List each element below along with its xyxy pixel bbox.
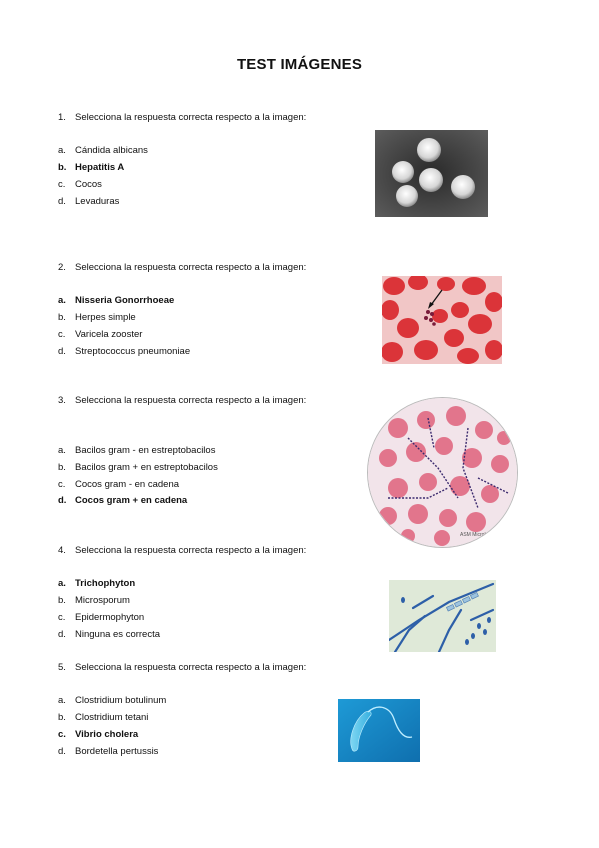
- question-1-prompt: 1. Selecciona la respuesta correcta respecto a la imagen:: [58, 112, 307, 123]
- q2-option-c[interactable]: c. Varicela zooster: [58, 329, 143, 340]
- q1-option-b[interactable]: b. Hepatitis A: [58, 162, 125, 173]
- q5-option-d[interactable]: d. Bordetella pertussis: [58, 746, 159, 757]
- q5-vibrio-illustration: [338, 699, 420, 762]
- q1-option-d[interactable]: d. Levaduras: [58, 196, 120, 207]
- q3-option-a[interactable]: a. Bacilos gram - en estreptobacilos: [58, 445, 216, 456]
- q2-option-a[interactable]: a. Nisseria Gonorrhoeae: [58, 295, 175, 306]
- page-title: TEST IMÁGENES: [236, 56, 363, 73]
- question-5-prompt: 5. Selecciona la respuesta correcta respecto a la imagen:: [58, 662, 307, 673]
- q3-image-watermark: ASM MicrobeLib: [460, 532, 497, 538]
- q4-fungus-micrograph: [389, 580, 496, 652]
- q1-virus-micrograph: [375, 130, 488, 217]
- question-3-prompt: 3. Selecciona la respuesta correcta respecto a la imagen:: [58, 395, 307, 406]
- q4-option-a[interactable]: a. Trichophyton: [58, 578, 136, 589]
- question-2-prompt: 2. Selecciona la respuesta correcta respecto a la imagen:: [58, 262, 307, 273]
- q3-option-d[interactable]: d. Cocos gram + en cadena: [58, 495, 188, 506]
- q4-option-d[interactable]: d. Ninguna es correcta: [58, 629, 161, 640]
- q5-option-c[interactable]: c. Vibrio cholera: [58, 729, 139, 740]
- q5-option-b[interactable]: b. Clostridium tetani: [58, 712, 149, 723]
- q3-option-b[interactable]: b. Bacilos gram + en estreptobacilos: [58, 462, 218, 473]
- q2-blood-smear-micrograph: [382, 276, 502, 364]
- q2-option-b[interactable]: b. Herpes simple: [58, 312, 136, 323]
- q4-option-c[interactable]: c. Epidermophyton: [58, 612, 145, 623]
- q2-option-d[interactable]: d. Streptococcus pneumoniae: [58, 346, 191, 357]
- q3-gram-stain-micrograph: [367, 397, 518, 548]
- q5-option-a[interactable]: a. Clostridium botulinum: [58, 695, 167, 706]
- q3-option-c[interactable]: c. Cocos gram - en cadena: [58, 479, 180, 490]
- question-4-prompt: 4. Selecciona la respuesta correcta respecto a la imagen:: [58, 545, 307, 556]
- q1-option-a[interactable]: a. Cándida albicans: [58, 145, 148, 156]
- q1-option-c[interactable]: c. Cocos: [58, 179, 102, 190]
- q4-option-b[interactable]: b. Microsporum: [58, 595, 130, 606]
